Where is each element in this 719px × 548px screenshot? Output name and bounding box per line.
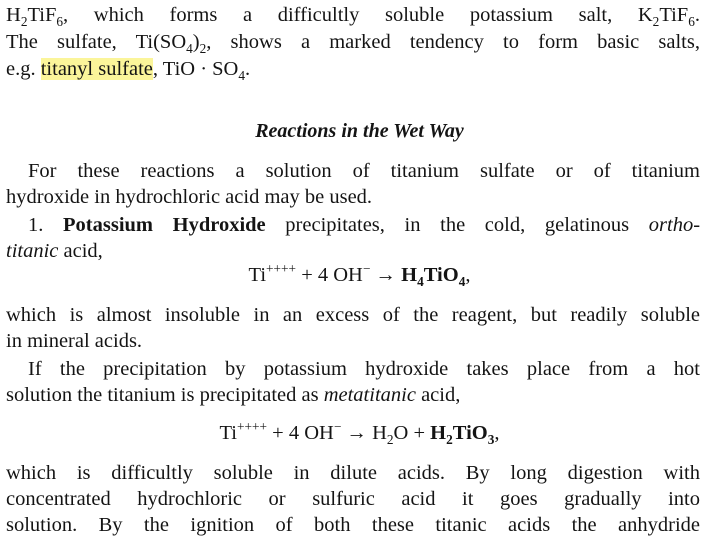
- section-heading: Reactions in the Wet Way: [255, 120, 464, 142]
- paragraph-1-line-1: For these reactions a solution of titanium sulfate or of titanium: [28, 160, 700, 182]
- paragraph-5-line-2: concentrated hydrochloric or sulfuric acid it goes gradually into: [6, 488, 700, 510]
- paragraph-4-line-1: If the precipitation by potassium hydroxide takes place from a hot: [28, 358, 700, 380]
- text-line-1: $H_2TiF_6$, which forms a difficultly soluble potassium salt, $K_2TiF_6$.: [6, 4, 700, 30]
- equation-1: Ti++++ + 4 $OH^- \to H_4TiO_4$,: [248, 261, 471, 290]
- paragraph-5-line-3: solution. By the ignition of both these titanic acids the anhydride: [6, 514, 700, 536]
- paragraph-1-line-2: hydroxide in hydrochloric acid may be used.: [6, 186, 373, 208]
- paragraph-3-line-1: which is almost insoluble in an excess of the reagent, but readily soluble: [6, 304, 700, 326]
- text-line-2: The sulfate, $Ti(SO_4)_2$, shows a marked tendency to form basic salts,: [6, 31, 700, 57]
- paragraph-2-line-1: 1. Potassium Hydroxide precipitates, in the cold, gelatinous ortho-: [28, 214, 701, 236]
- equation-2: Ti++++ + 4 $OH^- \to H_2O + H_2TiO_3$,: [219, 419, 500, 448]
- text-line-3: e.g. titanyl sulfate, TiO · $SO_4$.: [6, 58, 251, 84]
- paragraph-3-line-2: in mineral acids.: [6, 330, 143, 352]
- paragraph-2-line-2: titanic acid,: [6, 240, 103, 262]
- paragraph-4-line-2: solution the titanium is precipitated as metatitanic acid,: [6, 384, 461, 406]
- highlighted-text[interactable]: titanyl sulfate: [40, 58, 153, 80]
- paragraph-5-line-1: which is difficultly soluble in dilute acids. By long digestion with: [6, 462, 700, 484]
